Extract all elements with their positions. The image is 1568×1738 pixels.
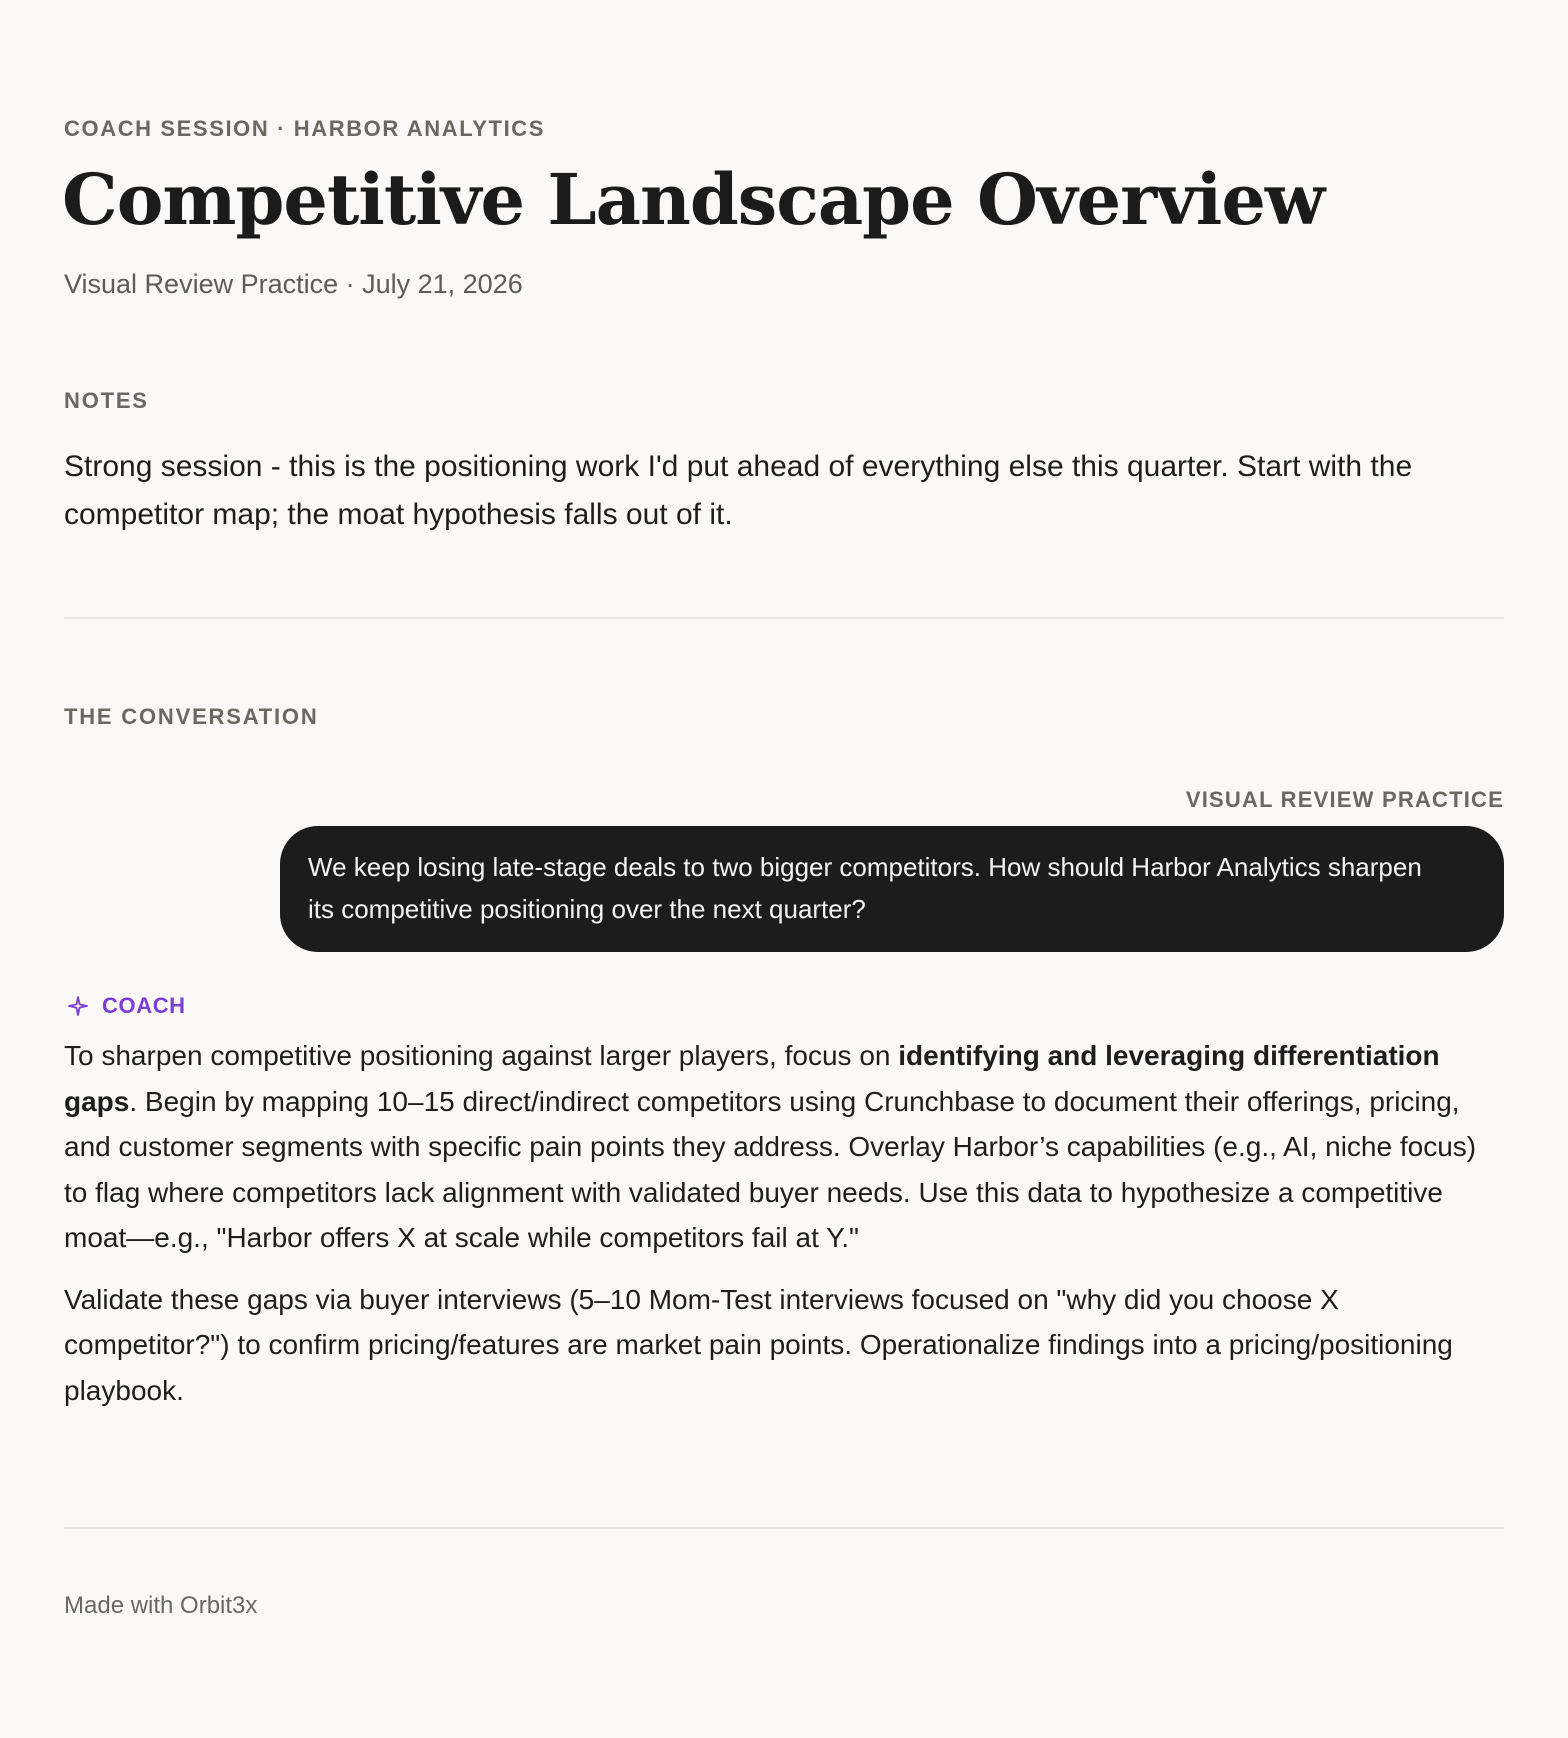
coach-paragraph-2: Validate these gaps via buyer interviews (5–10 Mom-Test interviews focused on "why did you choose X competitor?") to confirm pricing/features are market pain points. Operationalize findings into a pricing/positioning playbook. (64, 1283, 1453, 1406)
coach-message (64, 1033, 1504, 1429)
coach-p1-emphasis: identifying and leveraging differentiation gaps (64, 1040, 1440, 1117)
notes-text: Strong session - this is the positioning work I'd put ahead of everything else this quarter. Start with the competitor map; the moat hypothesis falls out of it. (64, 450, 1413, 531)
user-name-label: VISUAL REVIEW PRACTICE (1185, 787, 1504, 812)
session-eyebrow: COACH SESSION · HARBOR ANALYTICS (64, 116, 546, 141)
coach-paragraph-1 (64, 1033, 1504, 1261)
divider (64, 617, 1504, 619)
footer-credit: Made with Orbit3x (64, 1592, 258, 1619)
coach-p1-rest: . Begin by mapping 10–15 direct/indirect competitors using Crunchbase to document their offerings, pricing, and customer segments with specific pain points they address. Overlay Harbor’s capabilities (e.g., AI, niche focus) to flag where competitors lack alignment with validated buyer needs. Use this data to hypothesize a competitive moat—e.g., "Harbor offers X at scale while competitors fail at Y." (64, 1085, 1477, 1253)
coach-name: COACH (102, 993, 186, 1018)
sparkle-icon (68, 996, 88, 1016)
coach-label (68, 993, 186, 1019)
divider (64, 1527, 1504, 1529)
coach-p1-intro: To sharpen competitive positioning against larger players, focus on (64, 1040, 899, 1071)
page-title: Competitive Landscape Overview (62, 158, 1325, 241)
conversation-heading: THE CONVERSATION (64, 704, 319, 729)
notes-heading: NOTES (64, 388, 149, 413)
user-message-bubble: We keep losing late-stage deals to two bigger competitors. How should Harbor Analytics sharpen its competitive positioning over the next quarter? (280, 826, 1504, 952)
session-subtitle: Visual Review Practice · July 21, 2026 (64, 269, 523, 299)
